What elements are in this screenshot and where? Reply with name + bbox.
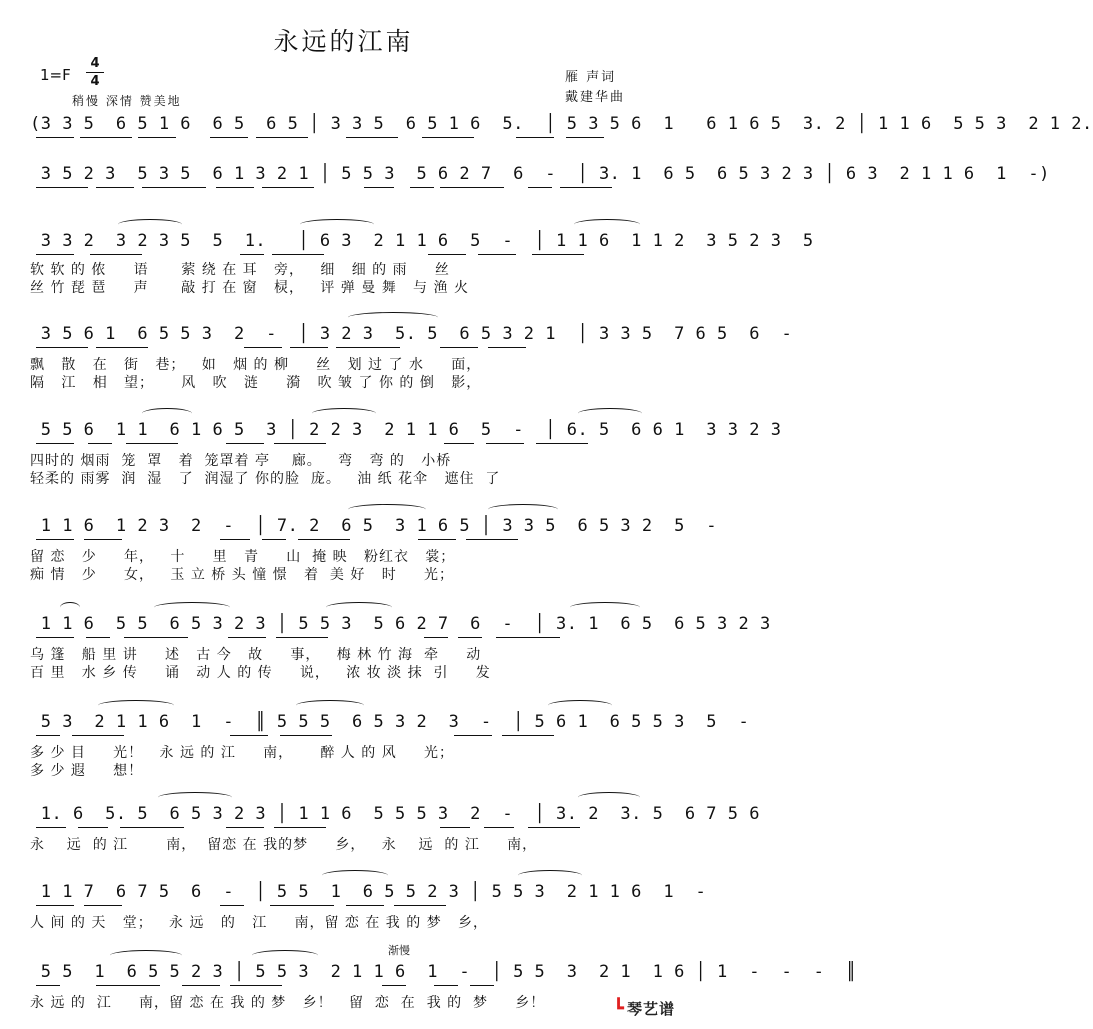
beam	[142, 187, 206, 188]
beam	[484, 827, 514, 828]
score-row-10	[30, 880, 707, 910]
slur	[518, 870, 582, 881]
meter-divider	[86, 72, 104, 73]
beam	[36, 735, 60, 736]
beam	[466, 539, 518, 540]
notes-line: 5 3 2 1 1 6 1 - ║ 5 5 5 6 5 3 2 3 - │ 5 6 1 6 5 5 3 5 -	[30, 712, 750, 732]
notes-line: 3 3 2 3 2 3 5 5 1. │ 6 3 2 1 1 6 5 - │ 1 1 6 1 1 2 3 5 2 3 5	[30, 231, 814, 251]
slur	[312, 408, 376, 419]
beam	[566, 137, 604, 138]
beam	[532, 254, 584, 255]
logo-text: 琴艺谱	[626, 1000, 675, 1018]
notes-line: 1 1 6 1 2 3 2 - │ 7. 2 6 5 3 1 6 5 │ 3 3 5 6 5 3 2 5 -	[30, 516, 718, 536]
beam	[124, 637, 188, 638]
slur	[300, 219, 374, 230]
beam	[270, 905, 334, 906]
lyric-verse-1: 永 远 的 江 南， 留恋 在 我的梦 乡， 永 远 的 江 南，	[30, 837, 538, 853]
beam	[226, 443, 264, 444]
slur	[154, 602, 230, 613]
slur	[60, 602, 80, 613]
score-row-2	[30, 162, 1050, 192]
score-row-6	[30, 514, 718, 544]
notes-line: 1 1 7 6 7 5 6 - │ 5 5 1 6 5 5 2 3 │ 5 5 3 2 1 1 6 1 -	[30, 882, 707, 902]
notes-line: 3 5 6 1 6 5 5 3 2 - │ 3 2 3 5. 5 6 5 3 2 1 │ 3 3 5 7 6 5 6 -	[30, 324, 793, 344]
notes-line: 1 1 6 5 5 6 5 3 2 3 │ 5 5 3 5 6 2 7 6 - │ 3. 1 6 5 6 5 3 2 3	[30, 614, 771, 634]
beam	[240, 254, 264, 255]
beam	[410, 187, 434, 188]
score-row-3	[30, 229, 814, 259]
beam	[96, 985, 160, 986]
slur	[142, 408, 192, 419]
tempo-marking: 稍慢 深情 赞美地	[72, 94, 182, 108]
notes-line: (3 3 5 6 5 1 6 6 5 6 5 │ 3 3 5 6 5 1 6 5. │ 5 3 5 6 1 6 1 6 5 3. 2 │ 1 1 6 5 5 3 2 1 2.	[30, 114, 1093, 134]
lyric-verse-2: 隔 江 相 望； 风 吹 涟 漪 吹 皱 了 你 的 倒 影，	[30, 375, 482, 391]
beam	[262, 187, 314, 188]
beam	[230, 735, 268, 736]
slur	[348, 504, 426, 515]
meter-top: 4	[90, 56, 100, 71]
beam	[418, 539, 456, 540]
beam	[536, 443, 588, 444]
slur	[348, 312, 438, 323]
beam	[36, 254, 74, 255]
logo-mark-icon: ┗	[613, 998, 624, 1019]
beam	[36, 443, 74, 444]
beam	[210, 137, 248, 138]
beam	[36, 827, 66, 828]
beam	[516, 137, 554, 138]
slur	[252, 950, 318, 961]
lyric-verse-2: 痴 情 少 女， 玉 立 桥 头 憧 憬 着 美 好 时 光；	[30, 567, 454, 583]
score-row-9	[30, 802, 760, 832]
lyric-verse-1: 留 恋 少 年， 十 里 青 山 掩 映 粉红衣 裳；	[30, 549, 456, 565]
lyric-verse-1: 乌 篷 船 里 讲 述 古 今 故 事， 梅 林 竹 海 牵 动	[30, 647, 482, 663]
tempo-change-marking: 渐慢	[388, 944, 410, 957]
beam	[428, 254, 466, 255]
beam	[454, 735, 492, 736]
key-signature: 1=F	[40, 66, 71, 84]
beam	[336, 347, 400, 348]
beam	[80, 137, 132, 138]
beam	[458, 637, 482, 638]
slur	[110, 950, 182, 961]
score-row-5	[30, 418, 782, 448]
notes-line: 3 5 2 3 5 3 5 6 1 3 2 1 │ 5 5 3 5 6 2 7 6 - │ 3. 1 6 5 6 5 3 2 3 │ 6 3 2 1 1 6 1 -)	[30, 164, 1050, 184]
beam	[274, 443, 326, 444]
beam	[346, 905, 384, 906]
beam	[228, 637, 266, 638]
beam	[298, 539, 350, 540]
beam	[528, 827, 580, 828]
meter-bottom: 4	[90, 74, 100, 89]
score-row-4	[30, 322, 793, 352]
slur	[578, 408, 642, 419]
beam	[86, 637, 110, 638]
beam	[422, 137, 474, 138]
beam	[78, 827, 108, 828]
beam	[36, 905, 74, 906]
lyric-verse-2: 百 里 水 乡 传 诵 动 人 的 传 说， 浓 妆 淡 抹 引 发	[30, 665, 491, 681]
slur	[570, 602, 640, 613]
slur	[118, 219, 182, 230]
score-row-11	[30, 944, 857, 990]
lyric-verse-1: 四时的 烟雨 笼 罩 着 笼罩着 亭 廊。 弯 弯 的 小桥	[30, 453, 452, 469]
beam	[560, 187, 612, 188]
beam	[226, 827, 264, 828]
lyric-verse-1: 软 软 的 侬 语 萦 绕 在 耳 旁， 细 细 的 雨 丝	[30, 262, 450, 278]
beam	[220, 539, 250, 540]
beam	[96, 347, 148, 348]
beam	[290, 347, 328, 348]
beam	[90, 254, 142, 255]
beam	[496, 637, 560, 638]
beam	[244, 347, 282, 348]
beam	[96, 187, 134, 188]
score-row-7	[30, 612, 771, 642]
beam	[88, 443, 112, 444]
beam	[444, 443, 474, 444]
notes-line: 5 5 1 6 5 5 2 3 │ 5 5 3 2 1 1 6 1 - │ 5 5 3 2 1 1 6 │ 1 - - - ║	[30, 962, 857, 982]
beam	[502, 735, 554, 736]
beam	[478, 254, 516, 255]
beam	[346, 137, 398, 138]
beam	[84, 905, 122, 906]
beam	[364, 187, 394, 188]
beam	[382, 985, 406, 986]
lyric-verse-2: 轻柔的 雨雾 润 湿 了 润湿了 你的脸 庞。 油 纸 花伞 遮住 了	[30, 471, 501, 487]
slur	[578, 792, 640, 803]
beam	[262, 539, 286, 540]
beam	[182, 985, 220, 986]
beam	[276, 637, 328, 638]
beam	[84, 539, 122, 540]
slur	[488, 504, 558, 515]
beam	[424, 637, 448, 638]
song-title: 永远的江南	[273, 27, 414, 56]
notes-line: 5 5 6 1 1 6 1 6 5 3 │ 2 2 3 2 1 1 6 5 - │ 6. 5 6 6 1 3 3 2 3	[30, 420, 782, 440]
lyric-verse-1: 人 间 的 天 堂； 永 远 的 江 南，留 恋 在 我 的 梦 乡，	[30, 915, 489, 931]
slur	[98, 700, 174, 711]
beam	[274, 827, 326, 828]
lyric-verse-2: 多 少 遐 想！	[30, 763, 144, 779]
beam	[528, 187, 552, 188]
beam	[138, 137, 176, 138]
beam	[36, 187, 88, 188]
lyric-verse-1: 多 少 目 光！ 永 远 的 江 南， 醉 人 的 风 光；	[30, 745, 454, 761]
beam	[470, 985, 494, 986]
beam	[486, 443, 524, 444]
beam	[72, 735, 124, 736]
beam	[440, 827, 470, 828]
beam	[36, 137, 74, 138]
slur	[548, 700, 612, 711]
beam	[434, 985, 458, 986]
notes-line: 1. 6 5. 5 6 5 3 2 3 │ 1 1 6 5 5 5 3 2 - │ 3. 2 3. 5 6 7 5 6	[30, 804, 760, 824]
lyric-verse-1: 飘 散 在 街 巷； 如 烟 的 柳 丝 划 过 了 水 面，	[30, 357, 482, 373]
score-row-8	[30, 710, 750, 740]
site-logo	[613, 998, 675, 1019]
slur	[322, 870, 388, 881]
slur	[296, 700, 364, 711]
beam	[394, 905, 446, 906]
beam	[256, 137, 308, 138]
slur	[326, 602, 392, 613]
beam	[488, 347, 526, 348]
composer-credit: 戴建华曲	[565, 90, 626, 105]
beam	[216, 187, 254, 188]
slur	[574, 219, 640, 230]
beam	[126, 443, 178, 444]
score-row-1	[30, 112, 1093, 142]
lyric-verse-1: 永 远 的 江 南，留 恋 在 我 的 梦 乡！ 留 恋 在 我 的 梦 乡！	[30, 995, 546, 1011]
beam	[440, 187, 504, 188]
slur	[158, 792, 232, 803]
beam	[36, 985, 60, 986]
beam	[280, 735, 332, 736]
beam	[120, 827, 184, 828]
beam	[272, 254, 324, 255]
lyric-verse-2: 丝 竹 琵 琶 声 敲 打 在 窗 棂， 评 弹 曼 舞 与 渔 火	[30, 280, 469, 296]
beam	[36, 539, 74, 540]
lyricist-credit: 雁 声词	[565, 70, 617, 85]
time-signature	[86, 56, 104, 89]
beam	[36, 637, 74, 638]
beam	[220, 905, 244, 906]
beam	[230, 985, 282, 986]
beam	[36, 347, 88, 348]
beam	[440, 347, 478, 348]
